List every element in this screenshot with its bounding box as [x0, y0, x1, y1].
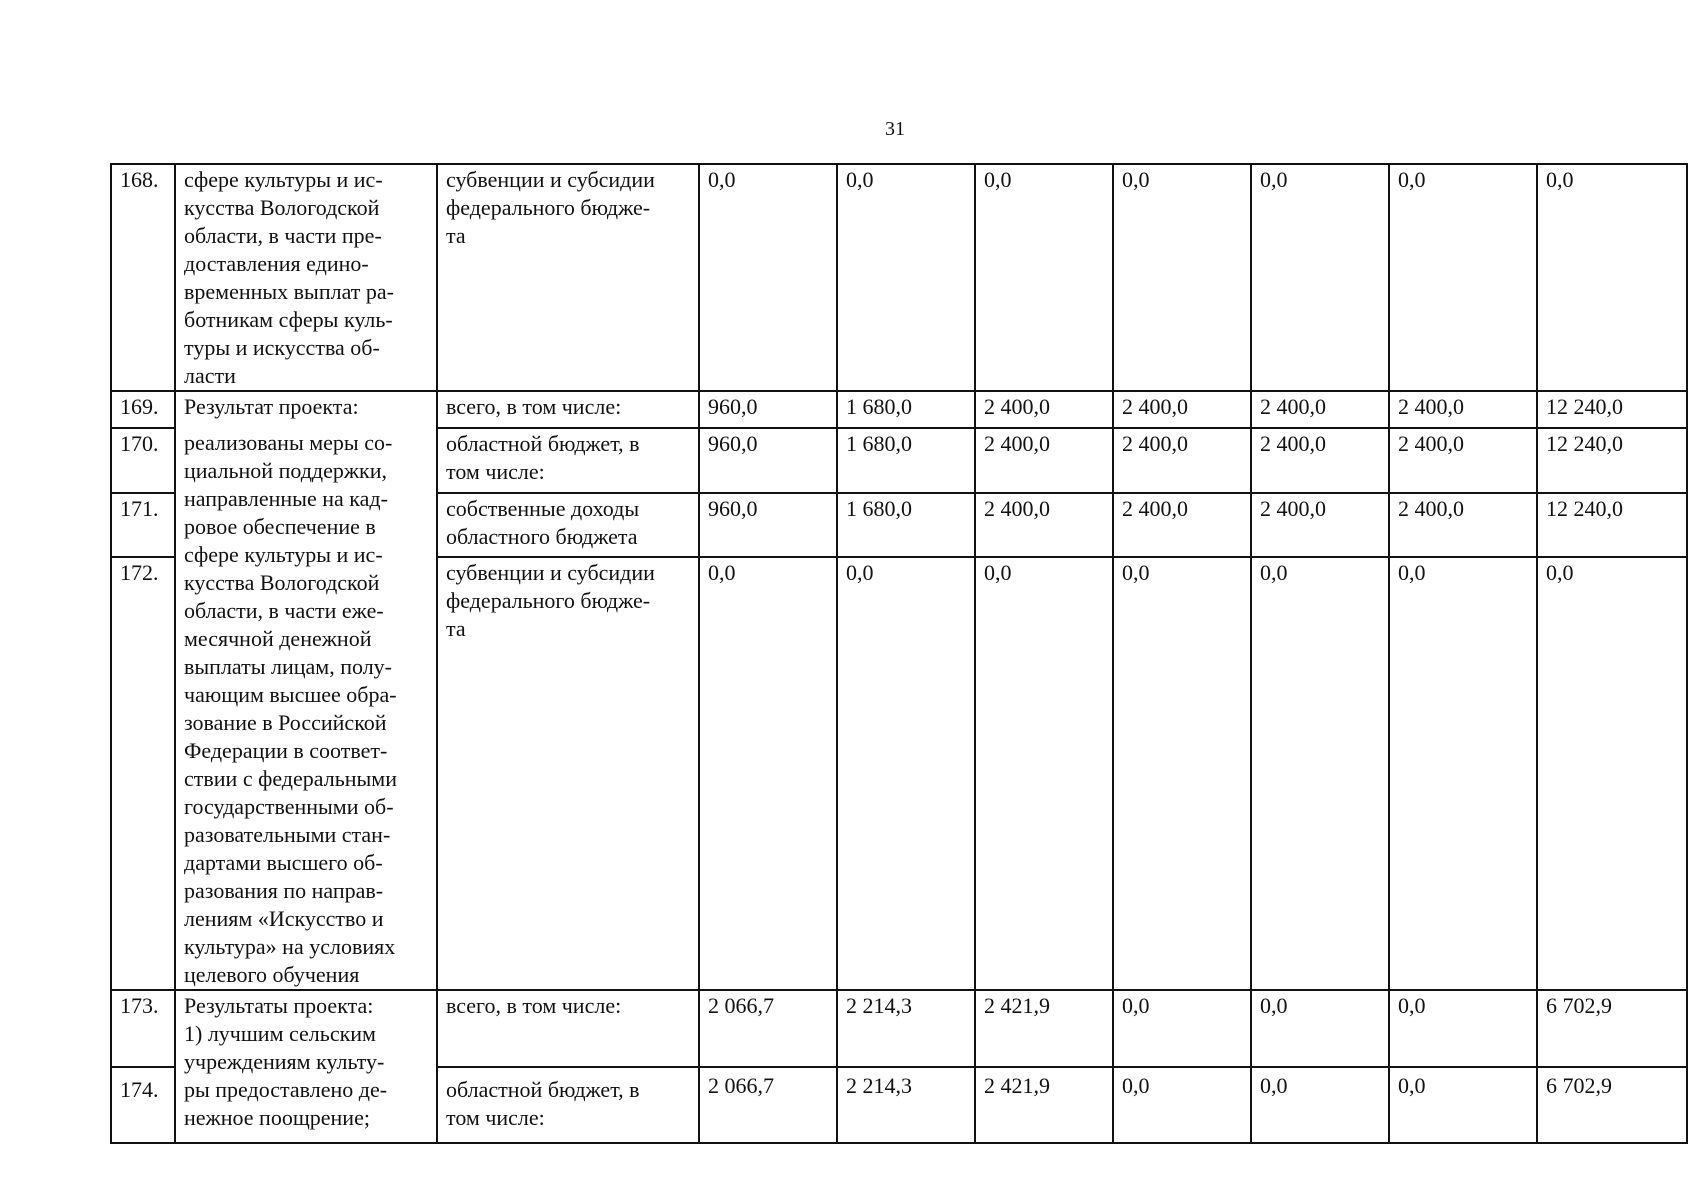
value-cell: 2 421,9 [975, 990, 1113, 1067]
value-cell: 6 702,9 [1537, 1067, 1687, 1143]
row-number: 171. [111, 493, 175, 558]
row-number: 172. [111, 557, 175, 990]
value-cell: 2 400,0 [1251, 493, 1389, 558]
table-row [111, 428, 1687, 493]
value-cell: 12 240,0 [1537, 391, 1687, 428]
funding-source: всего, в том числе: [437, 391, 699, 428]
value-cell: 2 400,0 [1251, 428, 1389, 493]
value-cell: 960,0 [699, 493, 837, 558]
value-cell: 1 680,0 [837, 493, 975, 558]
value-cell: 2 400,0 [1113, 493, 1251, 558]
value-cell: 0,0 [1251, 557, 1389, 990]
row-description: сфере культуры и ис- кусства Вологодской области, в части пре- доставления едино- временных выплат ра- ботникам сферы куль- туры и искусства об- ласти [175, 164, 437, 391]
funding-source: субвенции и субсидии федерального бюдже- та [437, 557, 699, 990]
value-cell: 2 400,0 [1389, 428, 1537, 493]
value-cell: 2 400,0 [1389, 391, 1537, 428]
row-description: реализованы меры со- циальной поддержки, направленные на кад- ровое обеспечение в сфере культуры и ис- кусства Вологодской области, в части еже- месячной денежной выплаты лицам, полу- чающим высшее обра- зование в Российской Федерации в соответ- ствии с федеральными государственными об- разовательными стан- дартами высшего об- разования по направ- лениям «Искусство и культура» на условиях целевого обучения [175, 428, 437, 990]
value-cell: 2 400,0 [975, 493, 1113, 558]
value-cell: 0,0 [1389, 1067, 1537, 1143]
value-cell: 960,0 [699, 391, 837, 428]
table-row [111, 164, 1687, 391]
row-description: Результаты проекта: 1) лучшим сельским учреждениям культу- ры предоставлено де- нежное поощрение; [175, 990, 437, 1143]
value-cell: 2 421,9 [975, 1067, 1113, 1143]
funding-source: всего, в том числе: [437, 990, 699, 1067]
row-number: 168. [111, 164, 175, 391]
table-row [111, 391, 1687, 428]
row-number: 174. [111, 1067, 175, 1143]
value-cell: 2 214,3 [837, 1067, 975, 1143]
value-cell: 2 400,0 [975, 428, 1113, 493]
value-cell: 2 400,0 [975, 391, 1113, 428]
funding-source: областной бюджет, в том числе: [437, 428, 699, 493]
value-cell: 0,0 [975, 164, 1113, 391]
value-cell: 0,0 [1113, 1067, 1251, 1143]
budget-table [110, 163, 1688, 1144]
value-cell: 0,0 [1251, 1067, 1389, 1143]
value-cell: 0,0 [1389, 164, 1537, 391]
value-cell: 1 680,0 [837, 391, 975, 428]
value-cell: 2 400,0 [1251, 391, 1389, 428]
value-cell: 6 702,9 [1537, 990, 1687, 1067]
value-cell: 0,0 [975, 557, 1113, 990]
value-cell: 0,0 [1251, 990, 1389, 1067]
funding-source: субвенции и субсидии федерального бюдже- та [437, 164, 699, 391]
value-cell: 2 400,0 [1113, 391, 1251, 428]
value-cell: 2 066,7 [699, 1067, 837, 1143]
value-cell: 0,0 [1537, 164, 1687, 391]
row-description: Результат проекта: [175, 391, 437, 428]
row-number: 169. [111, 391, 175, 428]
value-cell: 0,0 [1389, 557, 1537, 990]
page-number: 31 [885, 118, 905, 140]
value-cell: 960,0 [699, 428, 837, 493]
funding-source: областной бюджет, в том числе: [437, 1067, 699, 1143]
value-cell: 2 066,7 [699, 990, 837, 1067]
value-cell: 0,0 [1251, 164, 1389, 391]
funding-source: собственные доходы областного бюджета [437, 493, 699, 558]
value-cell: 0,0 [837, 557, 975, 990]
value-cell: 12 240,0 [1537, 428, 1687, 493]
value-cell: 2 214,3 [837, 990, 975, 1067]
value-cell: 0,0 [837, 164, 975, 391]
value-cell: 0,0 [1389, 990, 1537, 1067]
value-cell: 0,0 [1113, 557, 1251, 990]
value-cell: 0,0 [1113, 164, 1251, 391]
row-number: 173. [111, 990, 175, 1067]
value-cell: 2 400,0 [1389, 493, 1537, 558]
value-cell: 0,0 [1537, 557, 1687, 990]
value-cell: 12 240,0 [1537, 493, 1687, 558]
value-cell: 2 400,0 [1113, 428, 1251, 493]
value-cell: 1 680,0 [837, 428, 975, 493]
value-cell: 0,0 [699, 164, 837, 391]
row-number: 170. [111, 428, 175, 493]
table-row [111, 990, 1687, 1067]
value-cell: 0,0 [699, 557, 837, 990]
value-cell: 0,0 [1113, 990, 1251, 1067]
